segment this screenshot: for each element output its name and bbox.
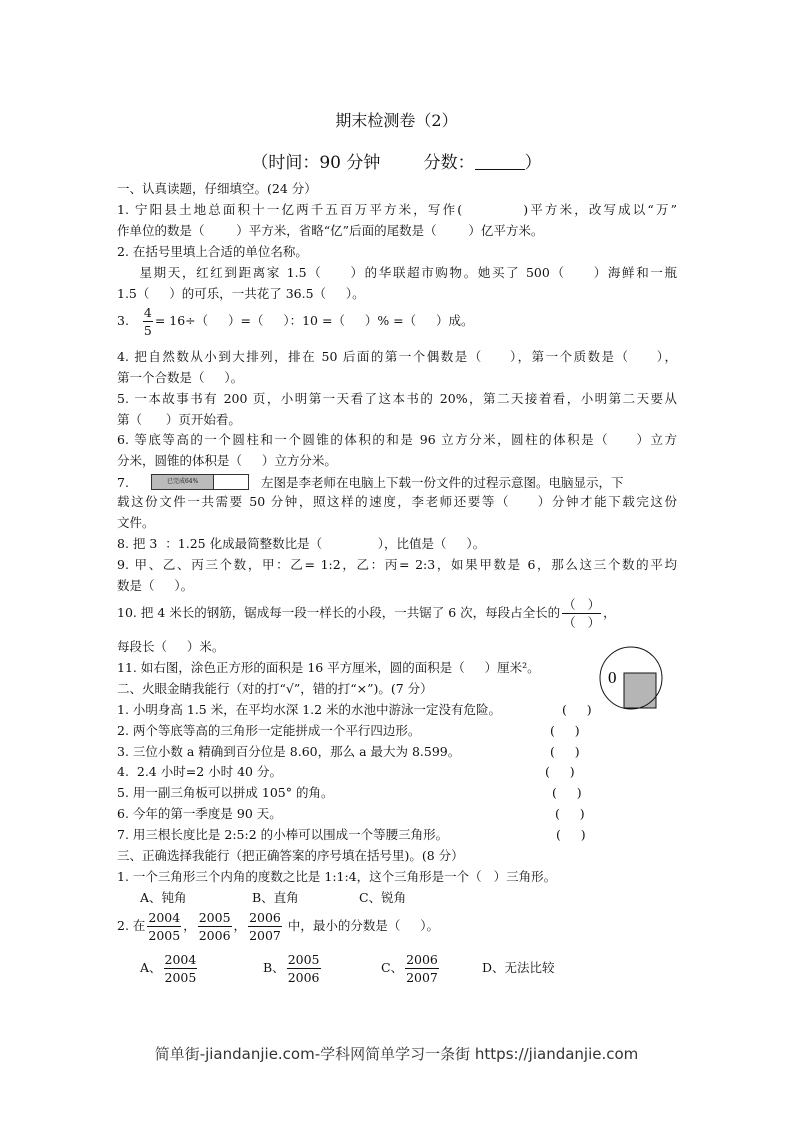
s3-q1-option-a: A、钝角 bbox=[140, 890, 187, 905]
numerator: 2005 bbox=[198, 910, 231, 925]
option-label: B、 bbox=[263, 960, 285, 975]
comma: ， bbox=[183, 918, 196, 933]
numerator: 4 bbox=[143, 305, 152, 320]
shaded-square bbox=[624, 673, 656, 708]
numerator: 2006 bbox=[406, 952, 438, 967]
answer-bracket[interactable]: ( ) bbox=[562, 702, 592, 717]
page-title: 期末检测卷（2） bbox=[335, 111, 458, 130]
q2-line3: 1.5（ ）的可乐，一共花了 36.5（ ）。 bbox=[117, 286, 365, 301]
q5-line2: 第（ ）页开始看。 bbox=[117, 412, 241, 427]
comma: ， bbox=[603, 605, 616, 620]
q11: 11. 如右图，涂色正方形的面积是 16 平方厘米，圆的面积是（ ）厘米²。 bbox=[117, 660, 540, 675]
denominator: （ ） bbox=[563, 615, 601, 630]
q3-number: 3. bbox=[117, 313, 129, 328]
q3-text: = 16÷（ ）=（ ）：10 =（ ）% =（ ）成。 bbox=[154, 313, 474, 328]
denominator: 2005 bbox=[164, 970, 197, 985]
q1-line2: 作单位的数是（ ）平方米，省略“亿”后面的尾数是（ ）亿平方米。 bbox=[117, 223, 544, 238]
s3-q2 bbox=[117, 909, 439, 944]
fraction bbox=[198, 909, 232, 944]
fraction bbox=[405, 951, 439, 986]
true-false-item: 6. 今年的第一季度是 90 天。 bbox=[117, 806, 282, 821]
score-blank bbox=[475, 155, 525, 170]
q2-line1: 2. 在括号里填上合适的单位名称。 bbox=[117, 244, 308, 259]
section-1-heading: 一、认真读题，仔细填空。(24 分） bbox=[117, 181, 317, 196]
q9-line1: 9. 甲、乙、丙三个数，甲：乙= 1:2，乙：丙= 2:3，如果甲数是 6，那么这三个数的平均 bbox=[117, 557, 677, 572]
true-false-item: 1. 小明身高 1.5 米，在平均水深 1.2 米的水池中游泳一定没有危险。 bbox=[117, 702, 502, 717]
answer-bracket[interactable]: ( ) bbox=[545, 764, 575, 780]
q4-line1: 4. 把自然数从小到大排列，排在 50 后面的第一个偶数是（ ），第一个质数是（ ）， bbox=[117, 349, 677, 364]
denominator: 2006 bbox=[198, 928, 231, 943]
comma: ， bbox=[233, 918, 247, 933]
denominator: 5 bbox=[143, 323, 152, 338]
true-false-item: 2. 两个等底等高的三角形一定能拼成一个平行四边形。 bbox=[117, 722, 421, 738]
s3-q2-option-d: D、无法比较 bbox=[482, 960, 555, 975]
q7-text: 左图是李老师在电脑上下载一份文件的过程示意图。电脑显示，下 bbox=[260, 475, 624, 490]
download-progress-bar bbox=[151, 474, 249, 490]
answer-bracket[interactable]: ( ) bbox=[550, 743, 580, 759]
s3-q2-option-a bbox=[140, 951, 199, 986]
answer-bracket[interactable]: ( ) bbox=[552, 785, 582, 801]
q10-fraction bbox=[562, 596, 601, 631]
true-false-item: 7. 用三根长度比是 2:5:2 的小棒可以围成一个等腰三角形。 bbox=[117, 826, 449, 842]
section-2-heading: 二、火眼金睛我能行（对的打“√”，错的打“×”)。(7 分） bbox=[117, 681, 433, 696]
q9-line2: 数是（ ）。 bbox=[117, 578, 194, 593]
exam-info bbox=[0, 148, 793, 173]
q7-line1 bbox=[117, 474, 623, 491]
q4-line2: 第一个合数是（ ）。 bbox=[117, 370, 244, 385]
denominator: 2006 bbox=[287, 970, 320, 985]
footer-watermark: 简单街-jiandanjie.com-学科网简单学习一条街 https://jiandanjie.com bbox=[154, 1045, 639, 1063]
q7-line3: 文件。 bbox=[117, 515, 155, 530]
denominator: 2007 bbox=[249, 928, 281, 943]
numerator: 2005 bbox=[287, 952, 320, 967]
q10-line2: 每段长（ ）米。 bbox=[117, 639, 225, 654]
true-false-item: 4. 2.4 小时=2 小时 40 分。 bbox=[117, 764, 282, 780]
q3 bbox=[117, 304, 474, 339]
true-false-item: 3. 三位小数 a 精确到百分位是 8.60，那么 a 最大为 8.599。 bbox=[117, 743, 461, 759]
true-false-item: 5. 用一副三角板可以拼成 105° 的角。 bbox=[117, 785, 334, 801]
s3-q2-option-b bbox=[263, 951, 323, 986]
center-label: 0 bbox=[608, 668, 617, 687]
time-label: （时间：90 分钟 bbox=[251, 153, 381, 173]
s3-q1-option-c: C、锐角 bbox=[359, 890, 407, 905]
q3-fraction bbox=[143, 304, 153, 339]
s3-q1-option-b: B、直角 bbox=[252, 890, 299, 905]
circle-square-figure bbox=[590, 636, 670, 716]
denominator: 2007 bbox=[406, 970, 438, 985]
s3-q1: 1. 一个三角形三个内角的度数之比是 1:1:4，这个三角形是一个（ ）三角形。 bbox=[117, 869, 557, 884]
answer-bracket[interactable]: ( ) bbox=[555, 806, 585, 821]
denominator: 2005 bbox=[148, 928, 181, 943]
score-label: 分数： bbox=[423, 153, 475, 173]
q10-line1 bbox=[117, 596, 616, 631]
q1-line1: 1. 宁阳县土地总面积十一亿两千五百万平方米，写作( )平方米，改写成以“万” bbox=[117, 202, 677, 217]
q2-line2: 星期天，红红到距离家 1.5（ ）的华联超市购物。她买了 500（ ）海鲜和一瓶 bbox=[117, 265, 677, 280]
numerator: 2004 bbox=[164, 952, 197, 967]
fraction bbox=[248, 909, 282, 944]
q2-prefix: 2. 在 bbox=[117, 918, 146, 933]
q2-suffix: 中，最小的分数是（ ）。 bbox=[287, 918, 439, 933]
q5-line1: 5. 一本故事书有 200 页，小明第一天看了这本书的 20%，第二天接着看，小明第二天要从 bbox=[117, 391, 677, 406]
s3-q2-option-c bbox=[381, 951, 441, 986]
q7-number: 7. bbox=[117, 475, 129, 490]
q7-line2: 载这份文件一共需要 50 分钟，照这样的速度，李老师还要等（ ）分钟才能下载完这份 bbox=[117, 494, 677, 509]
option-label: A、 bbox=[140, 960, 162, 975]
section-3-heading: 三、正确选择我能行（把正确答案的序号填在括号里)。(8 分） bbox=[117, 848, 464, 863]
answer-bracket[interactable]: ( ) bbox=[556, 826, 586, 842]
answer-bracket[interactable]: ( ) bbox=[550, 722, 580, 738]
q6-line1: 6. 等底等高的一个圆柱和一个圆锥的体积的和是 96 立方分米，圆柱的体积是（ ）立方 bbox=[117, 432, 677, 447]
q8: 8. 把 3 ：1.25 化成最简整数比是（ ），比值是（ ）。 bbox=[117, 536, 486, 551]
numerator: （ ） bbox=[563, 597, 601, 612]
fraction bbox=[164, 951, 198, 986]
numerator: 2006 bbox=[249, 910, 281, 925]
progress-fill: 已完成64% bbox=[152, 475, 214, 489]
fraction bbox=[287, 951, 321, 986]
numerator: 2004 bbox=[148, 910, 181, 925]
option-label: C、 bbox=[381, 960, 404, 975]
q6-line2: 分米，圆锥的体积是（ ）立方分米。 bbox=[117, 453, 337, 468]
close-paren: ） bbox=[524, 153, 542, 173]
q10-text: 10. 把 4 米长的钢筋，锯成每一段一样长的小段，一共锯了 6 次，每段占全长的 bbox=[117, 605, 561, 620]
fraction bbox=[147, 909, 181, 944]
